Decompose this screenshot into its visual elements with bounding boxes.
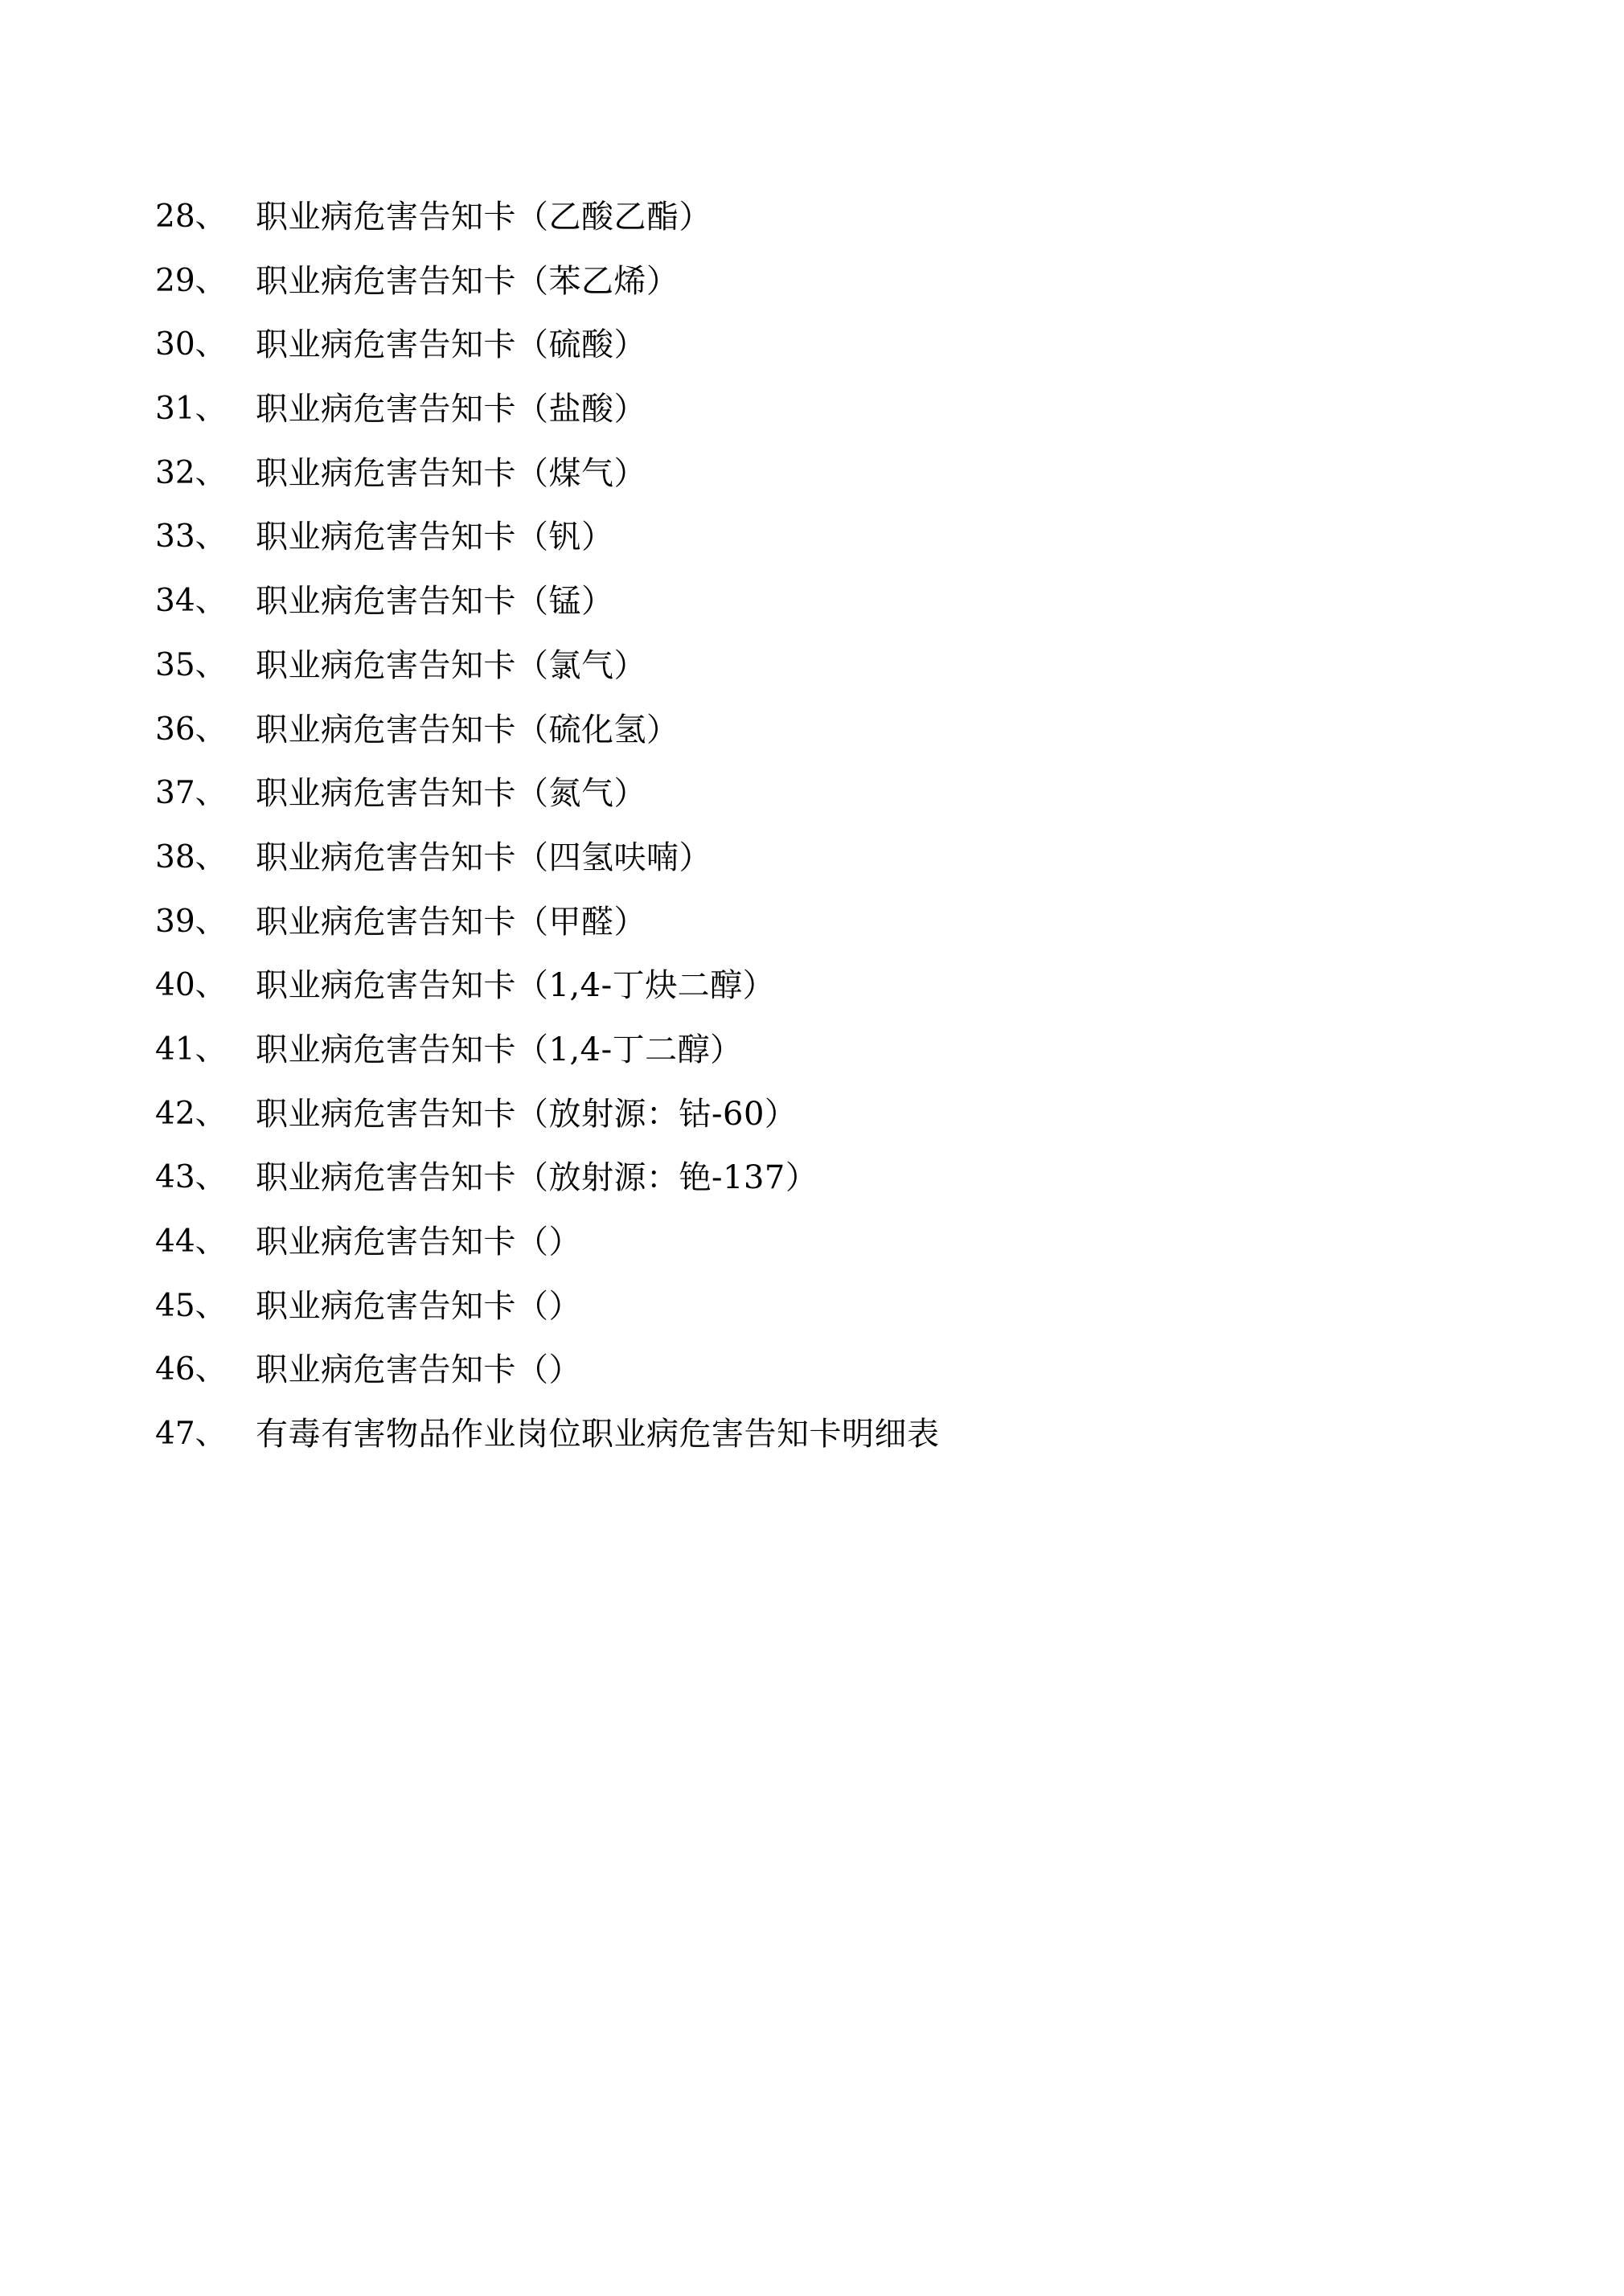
item-number: 41、 [155, 1031, 227, 1068]
document-item-list [0, 195, 1624, 1476]
item-number: 30、 [155, 326, 227, 363]
list-item [0, 451, 1624, 515]
item-text: 职业病危害告知卡（放射源：钴-60） [256, 1095, 798, 1133]
list-item [0, 1412, 1624, 1476]
item-text: 职业病危害告知卡（甲醛） [256, 903, 646, 941]
list-item [0, 1220, 1624, 1284]
item-text: 职业病危害告知卡（放射源：铯-137） [256, 1159, 818, 1197]
item-number: 32、 [155, 454, 227, 491]
item-text: 职业病危害告知卡（） [256, 1351, 581, 1389]
list-item [0, 1155, 1624, 1220]
list-item [0, 515, 1624, 579]
item-number: 39、 [155, 903, 227, 940]
list-item [0, 1092, 1624, 1156]
item-number: 46、 [155, 1351, 227, 1388]
list-item [0, 771, 1624, 835]
list-item [0, 963, 1624, 1027]
list-item [0, 259, 1624, 323]
item-text: 职业病危害告知卡（硫酸） [256, 326, 646, 364]
item-text: 职业病危害告知卡（） [256, 1287, 581, 1325]
item-number: 29、 [155, 262, 227, 299]
item-number: 45、 [155, 1287, 227, 1324]
item-number: 31、 [155, 391, 227, 428]
list-item [0, 579, 1624, 643]
item-number: 35、 [155, 646, 227, 683]
list-item [0, 195, 1624, 259]
item-number: 43、 [155, 1159, 227, 1196]
list-item [0, 707, 1624, 772]
item-text: 职业病危害告知卡（硫化氢） [256, 711, 679, 748]
item-number: 38、 [155, 838, 227, 875]
item-text: 职业病危害告知卡（钒） [256, 519, 614, 556]
list-item [0, 322, 1624, 387]
list-item [0, 900, 1624, 964]
item-text: 有毒有害物品作业岗位职业病危害告知卡明细表 [256, 1416, 940, 1453]
item-number: 34、 [155, 583, 227, 620]
item-number: 42、 [155, 1095, 227, 1132]
item-text: 职业病危害告知卡（氯气） [256, 646, 646, 684]
item-text: 职业病危害告知卡（盐酸） [256, 391, 646, 428]
list-item [0, 1284, 1624, 1348]
item-number: 36、 [155, 711, 227, 748]
item-text: 职业病危害告知卡（锰） [256, 583, 614, 621]
item-text: 职业病危害告知卡（） [256, 1224, 581, 1261]
item-text: 职业病危害告知卡（苯乙烯） [256, 262, 679, 300]
list-item [0, 1347, 1624, 1412]
item-text: 职业病危害告知卡（四氢呋喃） [256, 838, 712, 876]
item-number: 33、 [155, 519, 227, 556]
item-text: 职业病危害告知卡（煤气） [256, 454, 646, 492]
item-number: 28、 [155, 199, 227, 235]
list-item [0, 387, 1624, 451]
item-text: 职业病危害告知卡（1,4-丁二醇） [256, 1031, 743, 1068]
list-item [0, 835, 1624, 900]
list-item [0, 1027, 1624, 1092]
item-text: 职业病危害告知卡（1,4-丁炔二醇） [256, 967, 776, 1005]
list-item [0, 643, 1624, 707]
item-number: 37、 [155, 775, 227, 812]
item-text: 职业病危害告知卡（氮气） [256, 775, 646, 813]
item-number: 40、 [155, 967, 227, 1004]
item-number: 44、 [155, 1224, 227, 1260]
item-number: 47、 [155, 1416, 227, 1453]
item-text: 职业病危害告知卡（乙酸乙酯） [256, 199, 712, 236]
